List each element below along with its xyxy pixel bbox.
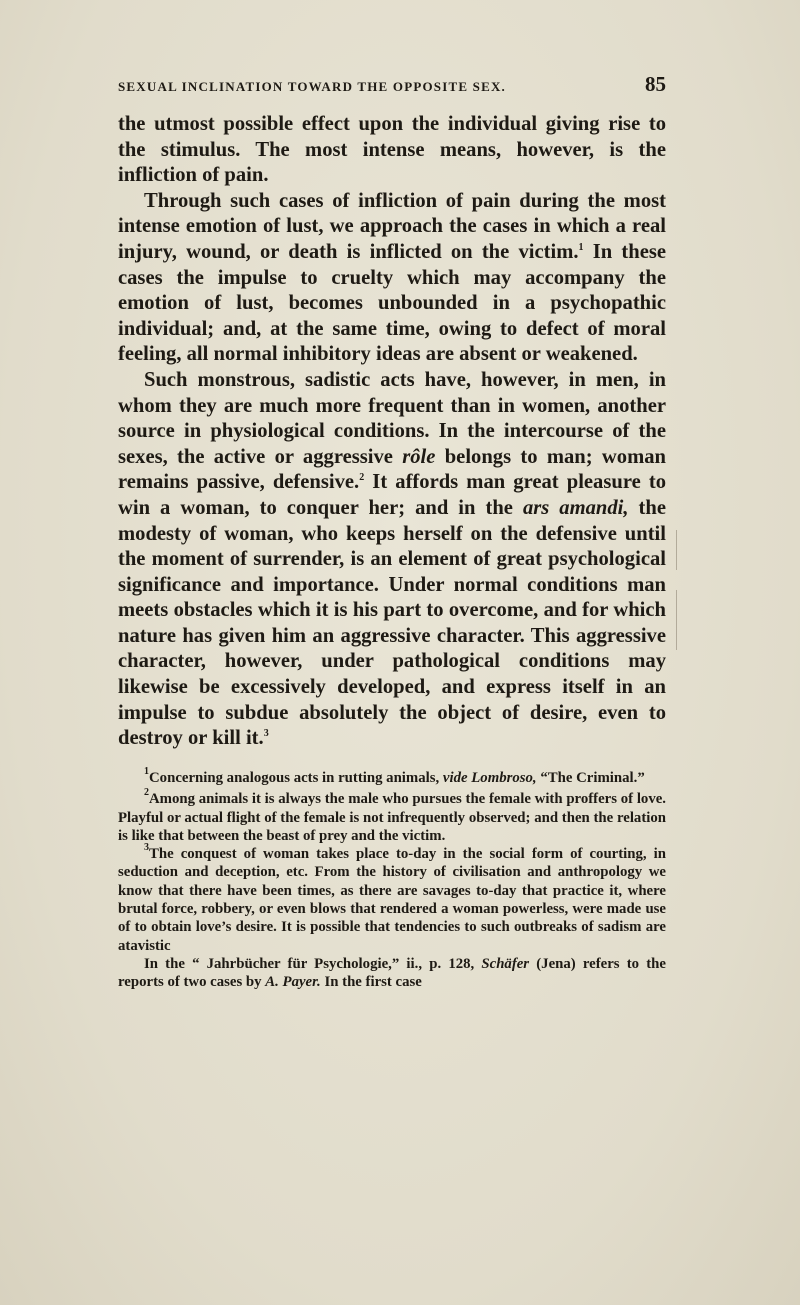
paragraph-2-text: Through such cases of infliction of pain during the most intense emotion of lust, we approach the cases in which a real injury, wound, or death is inflicted on the victim. <box>118 189 666 263</box>
paragraph-3-text-a: Such monstrous, sadistic acts have, however, in men, in whom they are much more frequent than in women, another source in physiological conditions. In the intercourse of the sexes, the active or aggressive <box>118 368 666 468</box>
footnote-1-number: 1 <box>144 766 149 777</box>
paragraph-3-text-b: belongs to man; woman remains passive, defensive. <box>118 445 666 494</box>
paragraph-2 <box>118 189 666 368</box>
footnote-4-text-b: (Jena) refers to the reports of two cases by <box>118 955 666 991</box>
footnote-2-number: 2 <box>144 787 149 799</box>
italic-role: rôle <box>402 445 436 468</box>
footnote-4-author-2: A. Payer. <box>265 974 321 991</box>
page-header <box>118 72 666 97</box>
footnotes <box>118 766 666 992</box>
footnote-4-text-a: In the “ Jahrbücher für Psychologie,” ii., p. 128, <box>144 955 482 972</box>
footnote-3-number: 3 <box>144 842 149 854</box>
paragraph-1 <box>118 112 666 189</box>
paragraph-3-text-c: It affords man great pleasure to win a woman, to conquer her; and in the <box>118 471 666 519</box>
footnote-ref-2: 2 <box>359 472 365 484</box>
margin-pencil-mark-2 <box>676 590 681 650</box>
footnote-4-author-1: Schäfer <box>481 955 530 972</box>
italic-ars-amandi: ars amandi, <box>522 496 629 519</box>
footnote-3-text: The conquest of woman takes place to-day in the social form of courting, in seduction and deception, etc. From the history of civilisation and anthropology we know that there have been times, as there are savages to-day that practice it, where brutal force, robbery, or even blows that rendered a woman powerless, were made use of to obtain love’s desire. It is possible that tendencies to such outbreaks of sadism are atavistic <box>118 846 666 954</box>
running-head: SEXUAL INCLINATION TOWARD THE OPPOSITE SEX. <box>118 79 507 94</box>
footnote-1-text: Concerning analogous acts in rutting animals, <box>149 770 443 786</box>
footnote-4 <box>118 955 666 992</box>
footnote-ref-1: 1 <box>578 241 584 253</box>
main-text <box>118 112 666 752</box>
footnote-2-text: Among animals it is always the male who pursues the female with proffers of love. Playful or actual flight of the female is not infrequently observed; and then the relation is like that between the beast of prey and the victim. <box>118 791 666 844</box>
footnote-2 <box>118 787 666 845</box>
footnote-4-text-c: In the first case <box>320 974 422 991</box>
footnote-1-tail: “The Criminal.” <box>536 770 645 786</box>
margin-pencil-mark <box>676 530 681 570</box>
page-number: 85 <box>645 72 666 96</box>
paragraph-3 <box>118 368 666 752</box>
footnote-ref-3: 3 <box>263 728 269 740</box>
footnote-1 <box>118 766 666 787</box>
paragraph-1-text: the utmost possible effect upon the individual giving rise to the stimulus. The most intense means, however, is the infliction of pain. <box>118 113 666 187</box>
footnote-3 <box>118 842 666 955</box>
paragraph-2-tail: In these cases the impulse to cruelty which may accompany the emotion of lust, becomes unbounded in a psychopathic individual; and, at the same time, owing to defect of moral feeling, all normal inhibitory ideas are absent or weakened. <box>118 240 666 366</box>
footnote-1-citation: vide Lombroso, <box>442 770 537 786</box>
paragraph-3-text-d: the modesty of woman, who keeps herself on the defensive until the moment of surrender, is an element of great psychological significance and importance. Under normal conditions man meets obstacles which it is his part to overcome, and for which nature has given him an aggressive character. This aggressive character, however, under pathological conditions may likewise be excessively developed, and express itself in an impulse to subdue absolutely the object of desire, even to destroy or kill it. <box>118 496 666 750</box>
